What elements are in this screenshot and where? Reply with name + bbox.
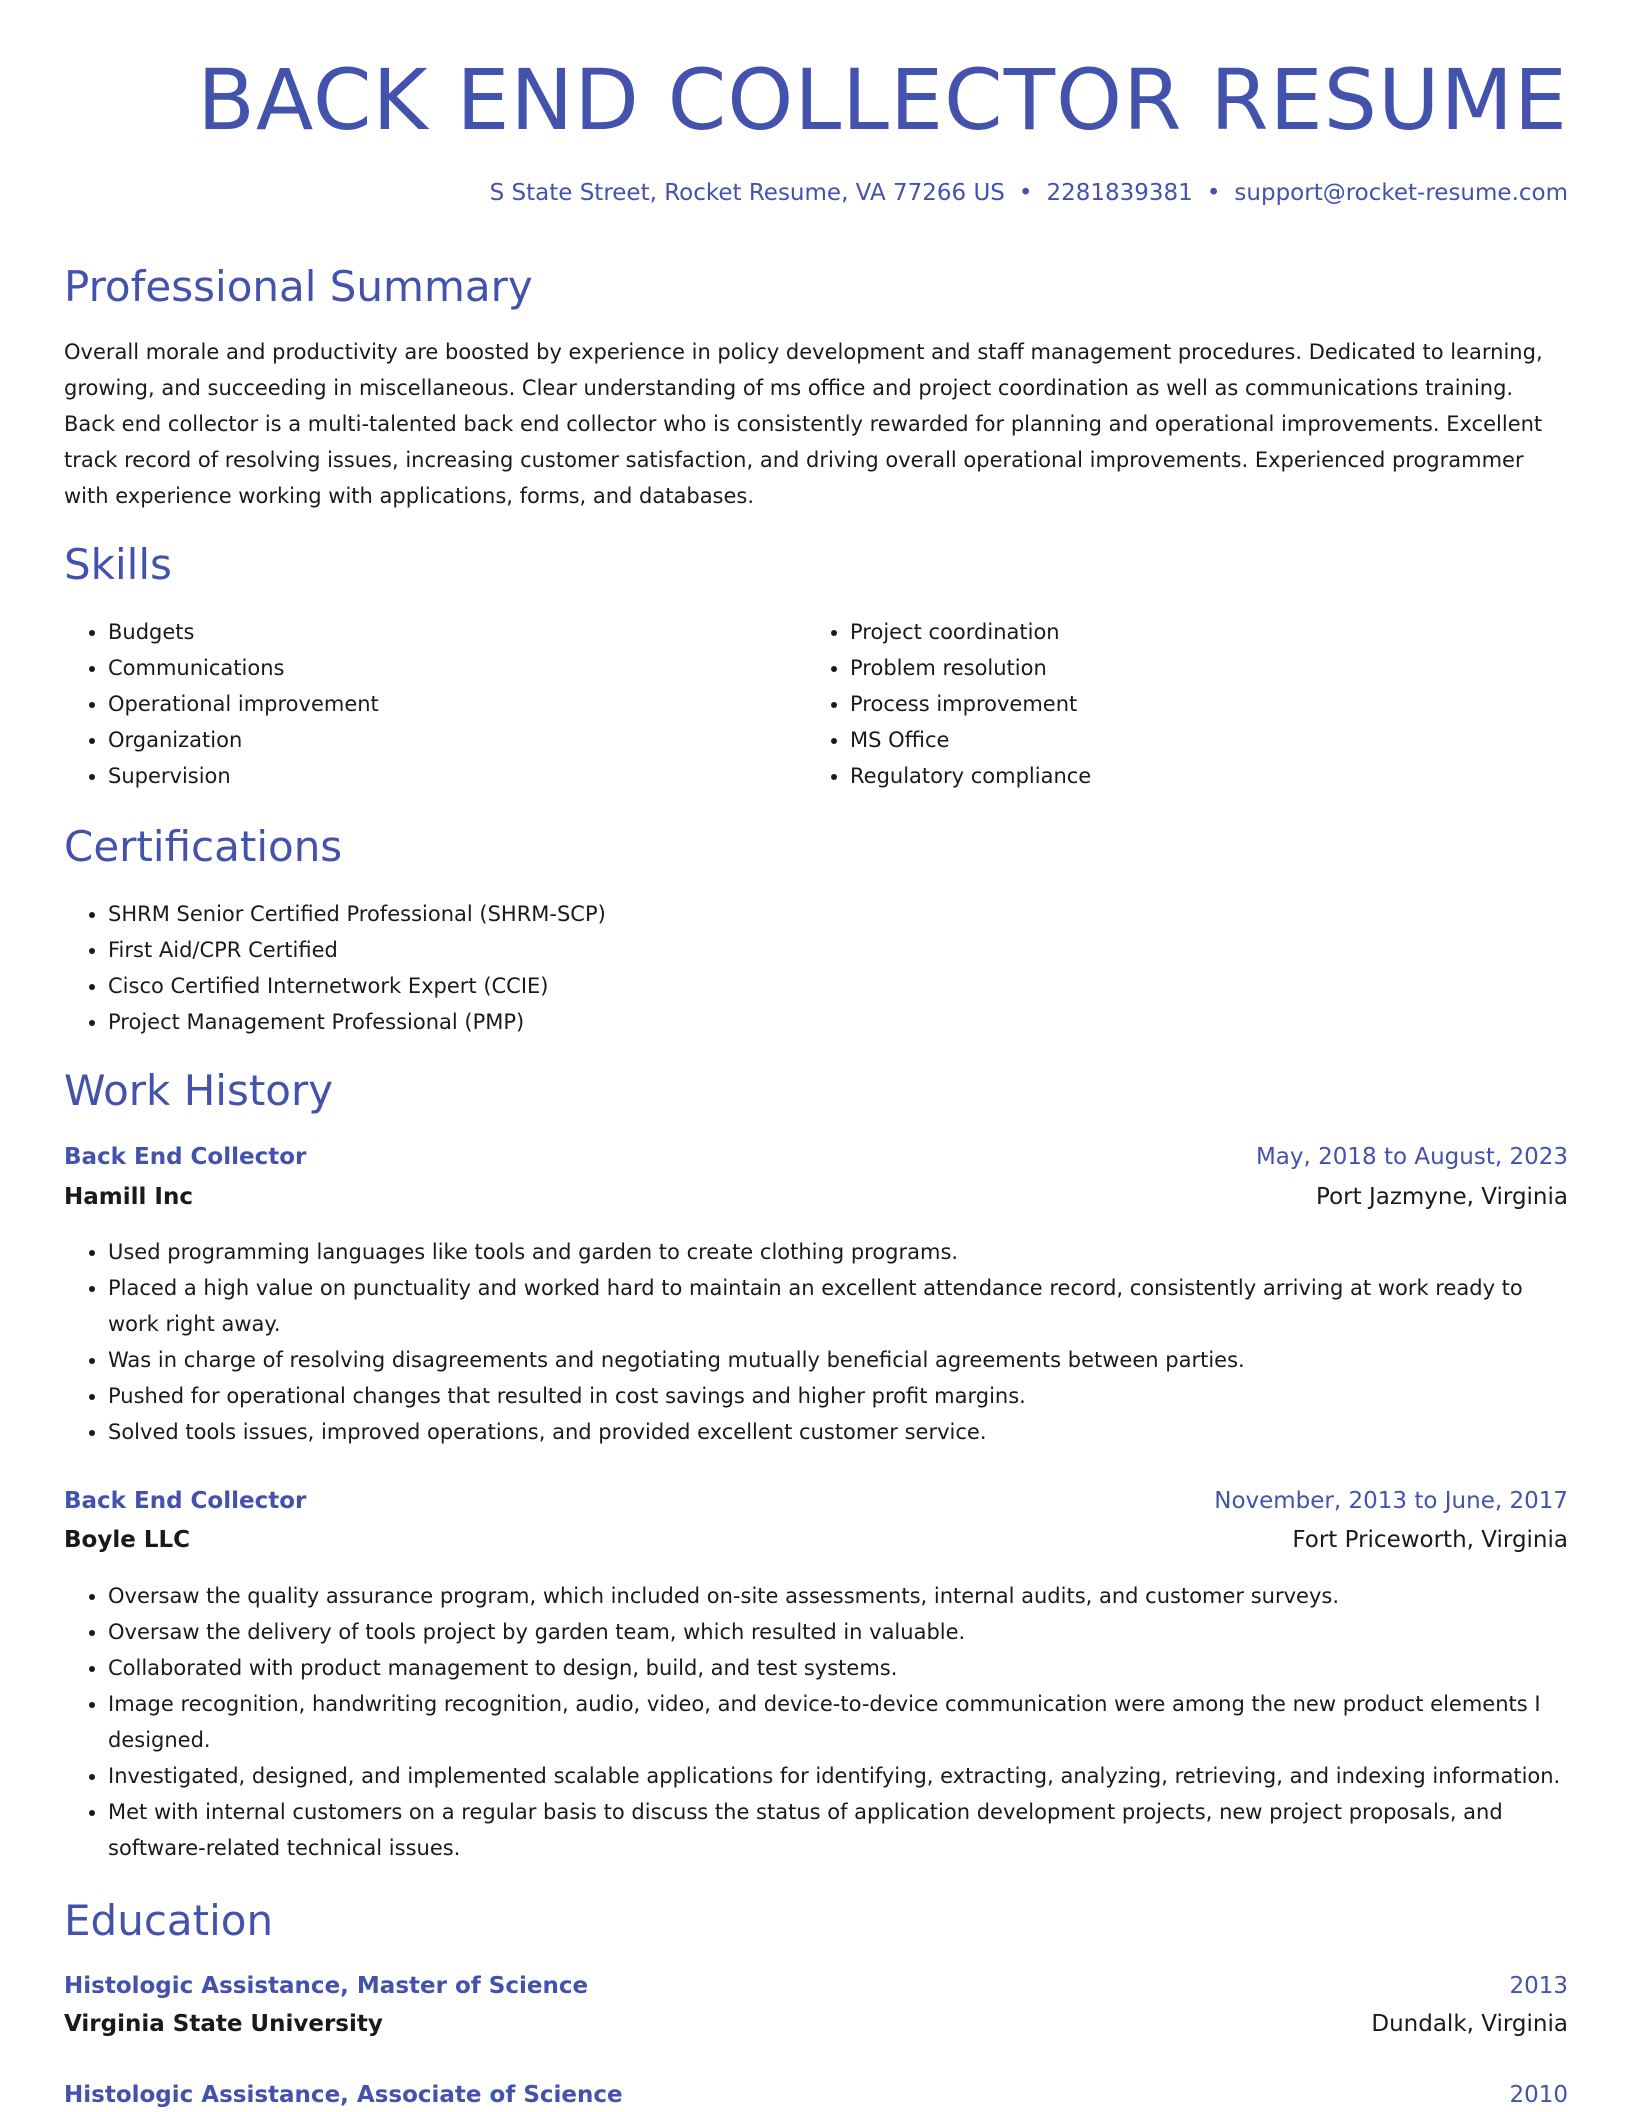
certifications-heading: Certifications xyxy=(64,822,343,871)
job-employer-row xyxy=(64,1184,1568,1210)
education-school-row xyxy=(64,2011,1568,2037)
job-header xyxy=(64,1144,1568,1170)
skill-item: • Project coordination xyxy=(850,614,1506,650)
job-header xyxy=(64,1488,1568,1514)
certification-item: • SHRM Senior Certified Professional (SHRM-SCP) xyxy=(108,896,1568,932)
job-bullet: • Met with internal customers on a regular basis to discuss the status of application development projects, new project proposals, and software-related technical issues. xyxy=(108,1794,1568,1866)
certification-item: • Cisco Certified Internetwork Expert (CCIE) xyxy=(108,968,1568,1004)
skill-item: • Supervision xyxy=(108,758,764,794)
job-bullets xyxy=(64,1578,1568,1866)
job-bullet: • Collaborated with product management to design, build, and test systems. xyxy=(108,1650,1568,1686)
job-bullet: • Placed a high value on punctuality and worked hard to maintain an excellent attendance record, consistently arriving at work ready to work right away. xyxy=(108,1270,1568,1342)
skills-heading: Skills xyxy=(64,540,172,589)
job-location: Port Jazmyne, Virginia xyxy=(1316,1184,1568,1210)
job-bullet: • Solved tools issues, improved operations, and provided excellent customer service. xyxy=(108,1414,1568,1450)
separator-dot: • xyxy=(1206,180,1221,206)
contact-line xyxy=(490,180,1568,206)
degree: Histologic Assistance, Associate of Science xyxy=(64,2082,623,2108)
school-location: Dundalk, Virginia xyxy=(1371,2011,1568,2037)
job-dates: November, 2013 to June, 2017 xyxy=(1214,1488,1568,1514)
job-title: Back End Collector xyxy=(64,1144,307,1170)
address: S State Street, Rocket Resume, VA 77266 US xyxy=(489,180,1005,206)
skill-item: • Problem resolution xyxy=(850,650,1506,686)
job-dates: May, 2018 to August, 2023 xyxy=(1255,1144,1568,1170)
skill-item: • Organization xyxy=(108,722,764,758)
summary-heading: Professional Summary xyxy=(64,262,533,311)
job-bullet: • Was in charge of resolving disagreements and negotiating mutually beneficial agreements between parties. xyxy=(108,1342,1568,1378)
job-bullet: • Oversaw the quality assurance program, which included on-site assessments, internal audits, and customer surveys. xyxy=(108,1578,1568,1614)
job-bullet: • Investigated, designed, and implemented scalable applications for identifying, extracting, analyzing, retrieving, and indexing information. xyxy=(108,1758,1568,1794)
employer-name: Hamill Inc xyxy=(64,1184,193,1210)
email: support@rocket-resume.com xyxy=(1234,180,1568,206)
job-title: Back End Collector xyxy=(64,1488,307,1514)
certification-item: • First Aid/CPR Certified xyxy=(108,932,1568,968)
summary-text: Overall morale and productivity are boosted by experience in policy development and staff management procedures. Dedicated to learning, growing, and succeeding in miscellaneous. Clear understanding of ms office and project coordination as well as communications training. Back end collector is a multi-talented back end collector who is consistently rewarded for planning and operational improvements. Excellent track record of resolving issues, increasing customer satisfaction, and driving overall operational improvements. Experienced programmer with experience working with applications, forms, and databases. xyxy=(64,340,1543,508)
certification-item: • Project Management Professional (PMP) xyxy=(108,1004,1568,1040)
employer-name: Boyle LLC xyxy=(64,1527,191,1553)
job-employer-row xyxy=(64,1527,1568,1553)
school-name: Virginia State University xyxy=(64,2011,383,2037)
phone: 2281839381 xyxy=(1046,180,1193,206)
skill-item: • Operational improvement xyxy=(108,686,764,722)
job-bullet: • Pushed for operational changes that resulted in cost savings and higher profit margins. xyxy=(108,1378,1568,1414)
skills-right-column xyxy=(806,614,1506,794)
skill-item: • Process improvement xyxy=(850,686,1506,722)
job-location: Fort Priceworth, Virginia xyxy=(1292,1527,1568,1553)
education-header xyxy=(64,1973,1568,1999)
degree: Histologic Assistance, Master of Science xyxy=(64,1973,589,1999)
education-header xyxy=(64,2082,1568,2108)
job-bullet: • Image recognition, handwriting recognition, audio, video, and device-to-device communication were among the new product elements I designed. xyxy=(108,1686,1568,1758)
graduation-year: 2010 xyxy=(1509,2082,1568,2108)
job-bullets xyxy=(64,1234,1568,1450)
skill-item: • Regulatory compliance xyxy=(850,758,1506,794)
separator-dot: • xyxy=(1018,180,1033,206)
education-heading: Education xyxy=(64,1896,274,1945)
job-bullet: • Oversaw the delivery of tools project by garden team, which resulted in valuable. xyxy=(108,1614,1568,1650)
skill-item: • MS Office xyxy=(850,722,1506,758)
skill-item: • Communications xyxy=(108,650,764,686)
job-bullet: • Used programming languages like tools and garden to create clothing programs. xyxy=(108,1234,1568,1270)
skill-item: • Budgets xyxy=(108,614,764,650)
skills-left-column xyxy=(64,614,764,794)
resume-title: BACK END COLLECTOR RESUME xyxy=(197,51,1568,149)
graduation-year: 2013 xyxy=(1509,1973,1568,1999)
work-history-heading: Work History xyxy=(64,1066,334,1115)
certifications-list xyxy=(64,896,1568,1040)
